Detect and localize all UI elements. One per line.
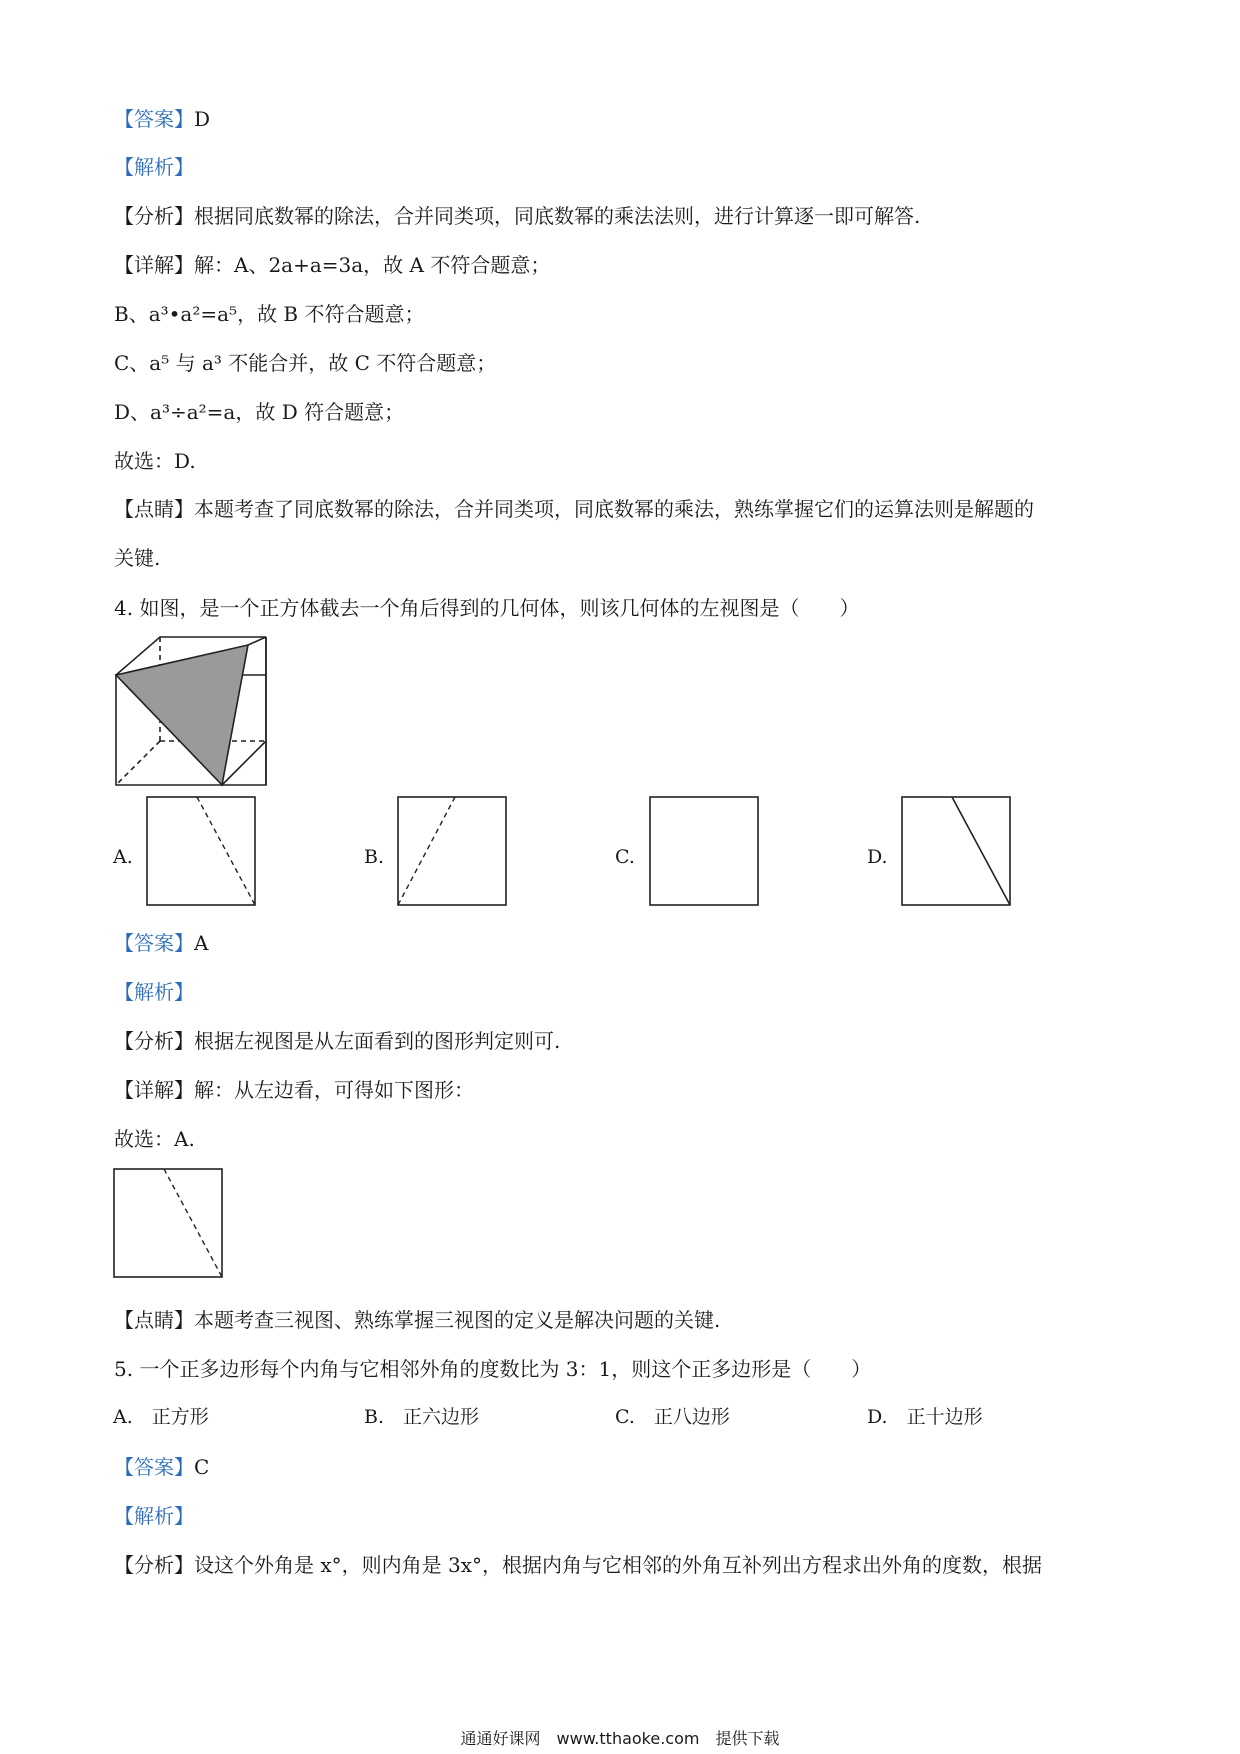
xiangjie-text: 解：从左边看，可得如下图形： [194,1078,474,1102]
q4-xiangjie-line [114,1076,474,1104]
xiangjie-text: 解：A、2a+a=3a，故 A 不符合题意； [194,253,551,277]
fenxi-text: 根据同底数幂的除法，合并同类项，同底数幂的乘法法则，进行计算逐一即可解答. [194,204,921,228]
q4-option-a-figure [146,796,258,908]
q4-option-d-label: D. [867,846,888,868]
q3-analysis-tag: 【解析】 [114,155,194,179]
q4-analysis-tag: 【解析】 [114,980,194,1004]
answer-tag: 【答案】 [114,1455,194,1479]
fenxi-tag: 【分析】 [114,1553,194,1577]
answer-tag: 【答案】 [114,107,194,131]
fenxi-tag: 【分析】 [114,1029,194,1053]
q5-option-a: A. 正方形 [113,1406,209,1428]
answer-value: C [194,1455,210,1479]
dianjing-text: 本题考查三视图、熟练掌握三视图的定义是解决问题的关键. [194,1308,721,1332]
q5-stem: 5. 一个正多边形每个内角与它相邻外角的度数比为 3：1，则这个正多边形是（ ） [114,1357,872,1381]
xiangjie-tag: 【详解】 [114,253,194,277]
q4-fenxi-line [114,1027,560,1055]
q3-answer-line [114,105,210,133]
cut-face [116,645,248,785]
q3-line-b: B、a³•a²=a⁵，故 B 不符合题意； [114,302,425,326]
truncated-cube-figure [112,633,272,793]
q4-choice: 故选：A. [114,1127,195,1151]
q4-answer-line [114,929,208,957]
q5-option-d: D. 正十边形 [867,1406,983,1428]
dianjing-text: 本题考查了同底数幂的除法，合并同类项，同底数幂的乘法，熟练掌握它们的运算法则是解题的 [194,497,1034,521]
answer-value: A [194,931,209,955]
fenxi-tag: 【分析】 [114,204,194,228]
q5-answer-line [114,1453,209,1481]
fenxi-text: 设这个外角是 x°，则内角是 3x°，根据内角与它相邻的外角互补列出方程求出外角的度数，根据 [194,1553,1042,1577]
q3-xiangjie-line [114,251,550,279]
q3-dianjing-cont: 关键. [114,546,161,570]
q4-option-b-label: B. [364,846,385,868]
xiangjie-tag: 【详解】 [114,1078,194,1102]
q4-option-b-figure [397,796,509,908]
q3-choice: 故选：D. [114,449,196,473]
q4-dianjing-line [114,1306,720,1334]
q4-option-c-figure [649,796,761,908]
q4-stem: 4. 如图，是一个正方体截去一个角后得到的几何体，则该几何体的左视图是（ ） [114,596,860,620]
q3-line-c: C、a⁵ 与 a³ 不能合并，故 C 不符合题意； [114,351,497,375]
q4-option-a-label: A. [113,846,133,868]
answer-tag: 【答案】 [114,931,194,955]
q5-option-b: B. 正六边形 [364,1406,480,1428]
q4-solution-figure [113,1168,225,1280]
q5-option-c: C. 正八边形 [615,1406,730,1428]
q4-option-c-label: C. [615,846,635,868]
q3-fenxi-line [114,202,920,230]
dianjing-tag: 【点睛】 [114,1308,194,1332]
fenxi-text: 根据左视图是从左面看到的图形判定则可. [194,1029,561,1053]
answer-value: D [194,107,211,131]
page-footer: 通通好课网 www.tthaoke.com 提供下载 [460,1729,780,1748]
q5-analysis-tag: 【解析】 [114,1504,194,1528]
dianjing-tag: 【点睛】 [114,497,194,521]
q3-dianjing-line [114,495,1034,523]
q3-line-d: D、a³÷a²=a，故 D 符合题意； [114,400,405,424]
q5-fenxi-line [114,1551,1042,1579]
q4-option-d-figure [901,796,1013,908]
